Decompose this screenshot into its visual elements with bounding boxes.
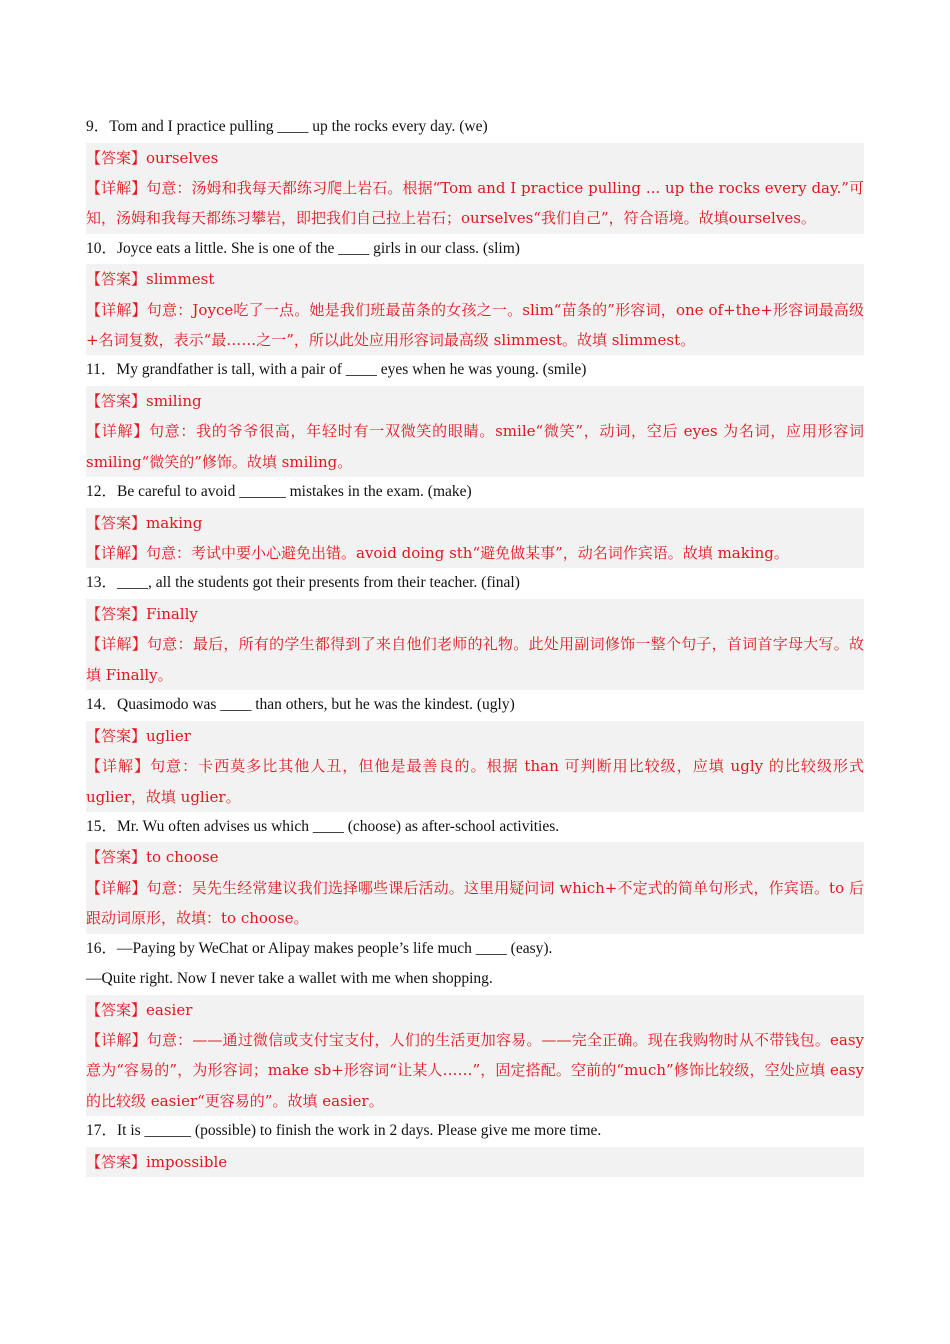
question-15 [86, 812, 864, 934]
answer-line: 【答案】ourselves [86, 148, 219, 167]
explanation-text: 【详解】句意：Joyce吃了一点。她是我们班最苗条的女孩之一。slim“苗条的”形容词，one of+the+形容词最高级+名词复数，表示“最……之一”，所以此处应用形容词最高级 slimmest。故填 slimmest。 [86, 300, 864, 350]
question-text: 15．Mr. Wu often advises us which ____ (choose) as after-school activities. [86, 817, 560, 835]
explanation-text: 【详解】句意：卡西莫多比其他人丑，但他是最善良的。根据 than 可判断用比较级，应填 ugly 的比较级形式 uglier，故填 uglier。 [86, 757, 864, 806]
question-9 [86, 112, 864, 234]
question-text: 11．My grandfather is tall, with a pair of ____ eyes when he was young. (smile) [86, 361, 587, 379]
answer-block [86, 143, 864, 234]
answer-line: 【答案】easier [86, 1000, 193, 1019]
question-10 [86, 234, 864, 356]
answer-line: 【答案】slimmest [86, 270, 215, 289]
answer-line: 【答案】impossible [86, 1152, 228, 1171]
question-16 [86, 934, 864, 1117]
answer-line: 【答案】Finally [86, 604, 198, 623]
question-reply-text: —Quite right. Now I never take a wallet with me when shopping. [86, 970, 493, 988]
answer-block [86, 599, 864, 690]
answer-line: 【答案】making [86, 513, 203, 532]
explanation-text: 【详解】句意：我的爷爷很高，年轻时有一双微笑的眼睛。smile“微笑”，动词，空后 eyes 为名词，应用形容词 smiling“微笑的”修饰。故填 smiling。 [86, 422, 864, 471]
question-text: 14．Quasimodo was ____ than others, but he was the kindest. (ugly) [86, 696, 515, 714]
question-12 [86, 477, 864, 568]
explanation-text: 【详解】句意：最后，所有的学生都得到了来自他们老师的礼物。此处用副词修饰一整个句子，首词首字母大写。故填 Finally。 [86, 635, 864, 684]
answer-block [86, 721, 864, 812]
question-13 [86, 568, 864, 690]
explanation-text: 【详解】句意：吴先生经常建议我们选择哪些课后活动。这里用疑问词 which+不定式的简单句形式，作宾语。to 后跟动词原形，故填：to choose。 [86, 878, 864, 928]
question-text: 17．It is ______ (possible) to finish the work in 2 days. Please give me more time. [86, 1122, 602, 1140]
question-text: 13．____, all the students got their presents from their teacher. (final) [86, 574, 520, 592]
question-text: 12．Be careful to avoid ______ mistakes in the exam. (make) [86, 483, 472, 501]
question-list [86, 112, 864, 1177]
question-text: 10．Joyce eats a little. She is one of the ____ girls in our class. (slim) [86, 239, 520, 257]
answer-line: 【答案】smiling [86, 391, 202, 410]
question-text: 9．Tom and I practice pulling ____ up the rocks every day. (we) [86, 118, 488, 135]
explanation-text: 【详解】句意：汤姆和我每天都练习爬上岩石。根据“Tom and I practice pulling ... up the rocks every day.”可知，汤姆和我每天都练习攀岩，即把我们自己拉上岩石；ourselves“我们自己”，符合语境。故填ourselves。 [86, 178, 864, 228]
answer-block [86, 508, 864, 569]
explanation-text: 【详解】句意：——通过微信或支付宝支付，人们的生活更加容易。——完全正确。现在我购物时从不带钱包。easy 意为“容易的”，为形容词；make sb+形容词“让某人……”，固定搭配。空前的“much”修饰比较级，空处应填 easy 的比较级 easier“更容易的”。故填 easier。 [86, 1031, 864, 1110]
question-17 [86, 1116, 864, 1177]
answer-line: 【答案】uglier [86, 726, 191, 745]
answer-block [86, 264, 864, 355]
answer-block [86, 386, 864, 477]
answer-block [86, 1147, 864, 1177]
question-text: 16．—Paying by WeChat or Alipay makes people’s life much ____ (easy). [86, 939, 553, 957]
question-11 [86, 355, 864, 477]
answer-line: 【答案】to choose [86, 848, 219, 867]
answer-block [86, 842, 864, 933]
question-14 [86, 690, 864, 812]
answer-block [86, 995, 864, 1117]
explanation-text: 【详解】句意：考试中要小心避免出错。avoid doing sth“避免做某事”，动名词作宾语。故填 making。 [86, 544, 789, 563]
